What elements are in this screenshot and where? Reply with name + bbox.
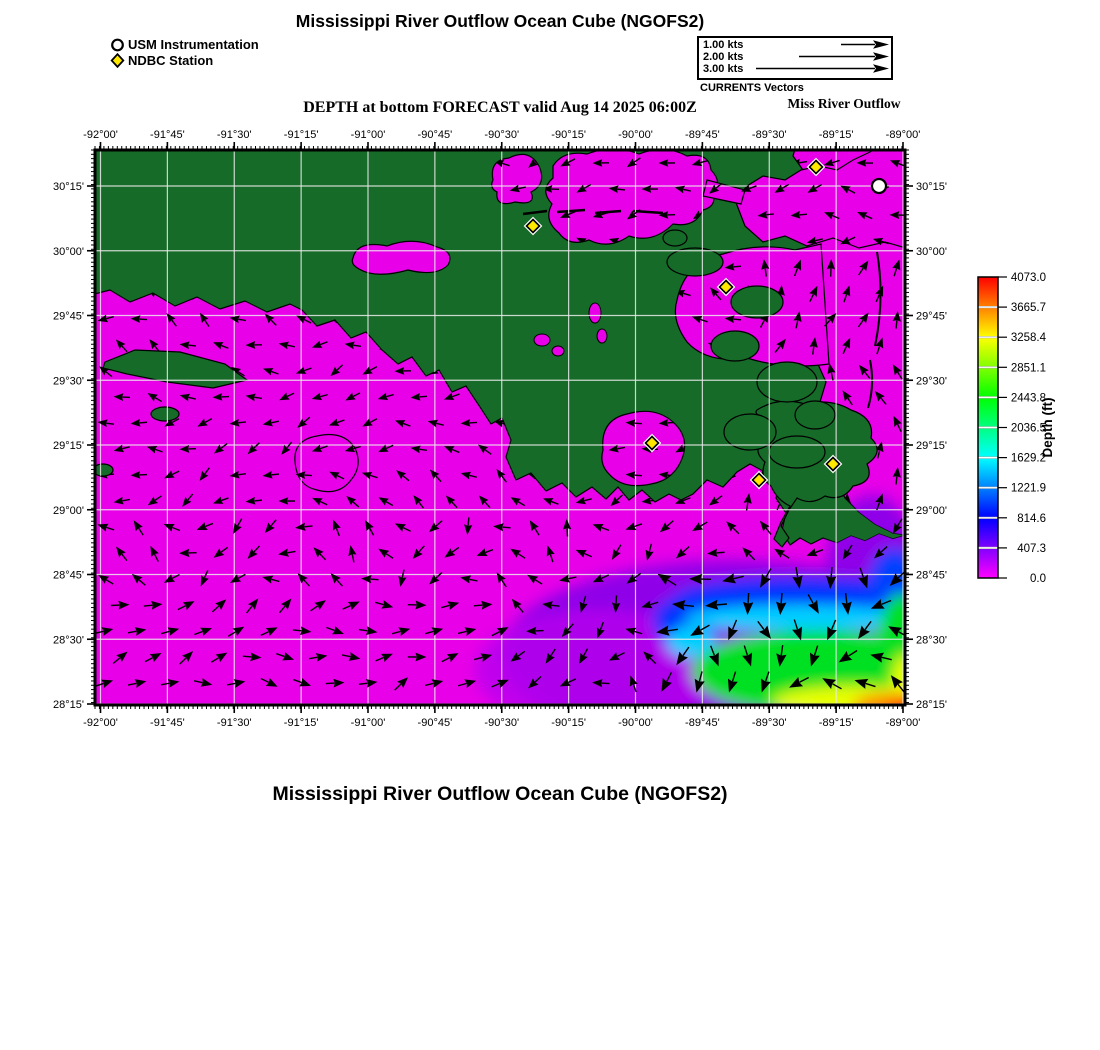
colorbar-tick-label: 3665.7 (1010, 302, 1046, 315)
x-tick-label-top: -89°15' (818, 129, 854, 141)
y-tick-label-right: 29°00' (916, 504, 947, 517)
colorbar-tick-label: 0.0 (1030, 573, 1046, 585)
vector-scale-label: 1.00 kts (703, 38, 744, 51)
y-tick-label-right: 28°15' (916, 699, 947, 711)
colorbar-tick-label: 814.6 (1017, 512, 1046, 525)
x-tick-label-bottom: -90°30' (484, 717, 520, 729)
y-tick-label-right: 30°15' (916, 181, 947, 193)
y-tick-label-left: 28°15' (53, 699, 84, 711)
y-tick-label-right: 28°30' (916, 634, 947, 647)
x-tick-label-bottom: -89°15' (818, 717, 854, 729)
colorbar-tick-label: 3258.4 (1010, 332, 1046, 345)
x-tick-label-bottom: -89°45' (685, 717, 720, 729)
y-tick-label-right: 30°00' (916, 245, 947, 258)
x-tick-label-bottom: -90°00' (618, 717, 653, 729)
x-tick-label-bottom: -89°30' (751, 717, 787, 729)
forecast-subtitle: DEPTH at bottom FORECAST valid Aug 14 2025 06:00Z (303, 99, 697, 116)
colorbar-tick-label: 2443.8 (1010, 392, 1046, 405)
miss-river-outflow-annotation: Miss River Outflow (787, 96, 901, 111)
depth-colorbar (978, 272, 1055, 585)
usm-instrumentation-marker (872, 179, 886, 193)
y-tick-label-left: 29°00' (53, 504, 84, 517)
y-tick-label-right: 29°30' (916, 375, 947, 388)
x-tick-label-top: -91°15' (283, 129, 319, 141)
x-tick-label-top: -90°00' (618, 129, 653, 141)
x-tick-label-bottom: -90°45' (417, 717, 453, 729)
x-tick-label-bottom: -91°15' (283, 717, 319, 729)
x-tick-label-top: -90°45' (417, 129, 453, 141)
y-tick-label-right: 29°45' (916, 310, 947, 323)
x-tick-label-bottom: -92°00' (83, 717, 118, 729)
x-tick-label-bottom: -89°00' (885, 717, 921, 729)
colorbar-tick-label: 1221.9 (1010, 482, 1046, 495)
x-tick-label-bottom: -90°15' (551, 717, 586, 729)
colorbar-tick-label: 4073.0 (1010, 272, 1046, 284)
x-tick-label-top: -89°45' (685, 129, 720, 141)
colorbar-axis-label: Depth (ft) (1040, 397, 1055, 458)
x-tick-label-top: -92°00' (83, 129, 118, 141)
x-tick-label-bottom: -91°00' (350, 717, 386, 729)
x-tick-label-top: -90°30' (484, 129, 520, 141)
y-tick-label-left: 29°15' (53, 440, 84, 452)
y-tick-label-left: 30°15' (53, 181, 84, 193)
x-tick-label-top: -89°30' (751, 129, 787, 141)
x-tick-label-bottom: -91°30' (216, 717, 252, 729)
legend-label-usm: USM Instrumentation (128, 36, 259, 52)
x-tick-label-bottom: -91°45' (150, 717, 185, 729)
x-tick-label-top: -90°15' (551, 129, 586, 141)
colorbar-tick-label: 2036.5 (1010, 422, 1046, 435)
y-tick-label-right: 29°15' (916, 440, 947, 452)
colorbar-tick-label: 407.3 (1017, 542, 1046, 555)
vector-scale-label: 2.00 kts (703, 50, 744, 63)
figure-title-top: Mississippi River Outflow Ocean Cube (NGOFS2) (295, 11, 705, 31)
x-tick-label-top: -89°00' (885, 129, 921, 141)
y-tick-label-left: 28°45' (53, 569, 84, 582)
y-tick-label-left: 30°00' (53, 245, 84, 258)
y-tick-label-right: 28°45' (916, 569, 947, 582)
currents-vector-scale-caption: CURRENTS Vectors (700, 82, 804, 94)
legend-label-ndbc: NDBC Station (128, 52, 214, 68)
x-tick-label-top: -91°45' (150, 129, 185, 141)
y-tick-label-left: 29°45' (53, 310, 84, 323)
x-tick-label-top: -91°00' (350, 129, 386, 141)
x-tick-label-top: -91°30' (216, 129, 252, 141)
figure-title-bottom: Mississippi River Outflow Ocean Cube (NGOFS2) (272, 783, 728, 805)
y-tick-label-left: 29°30' (53, 375, 84, 388)
y-tick-label-left: 28°30' (53, 634, 84, 647)
colorbar-tick-label: 2851.1 (1010, 362, 1046, 375)
vector-scale-label: 3.00 kts (703, 62, 744, 75)
colorbar-tick-label: 1629.2 (1010, 452, 1046, 465)
